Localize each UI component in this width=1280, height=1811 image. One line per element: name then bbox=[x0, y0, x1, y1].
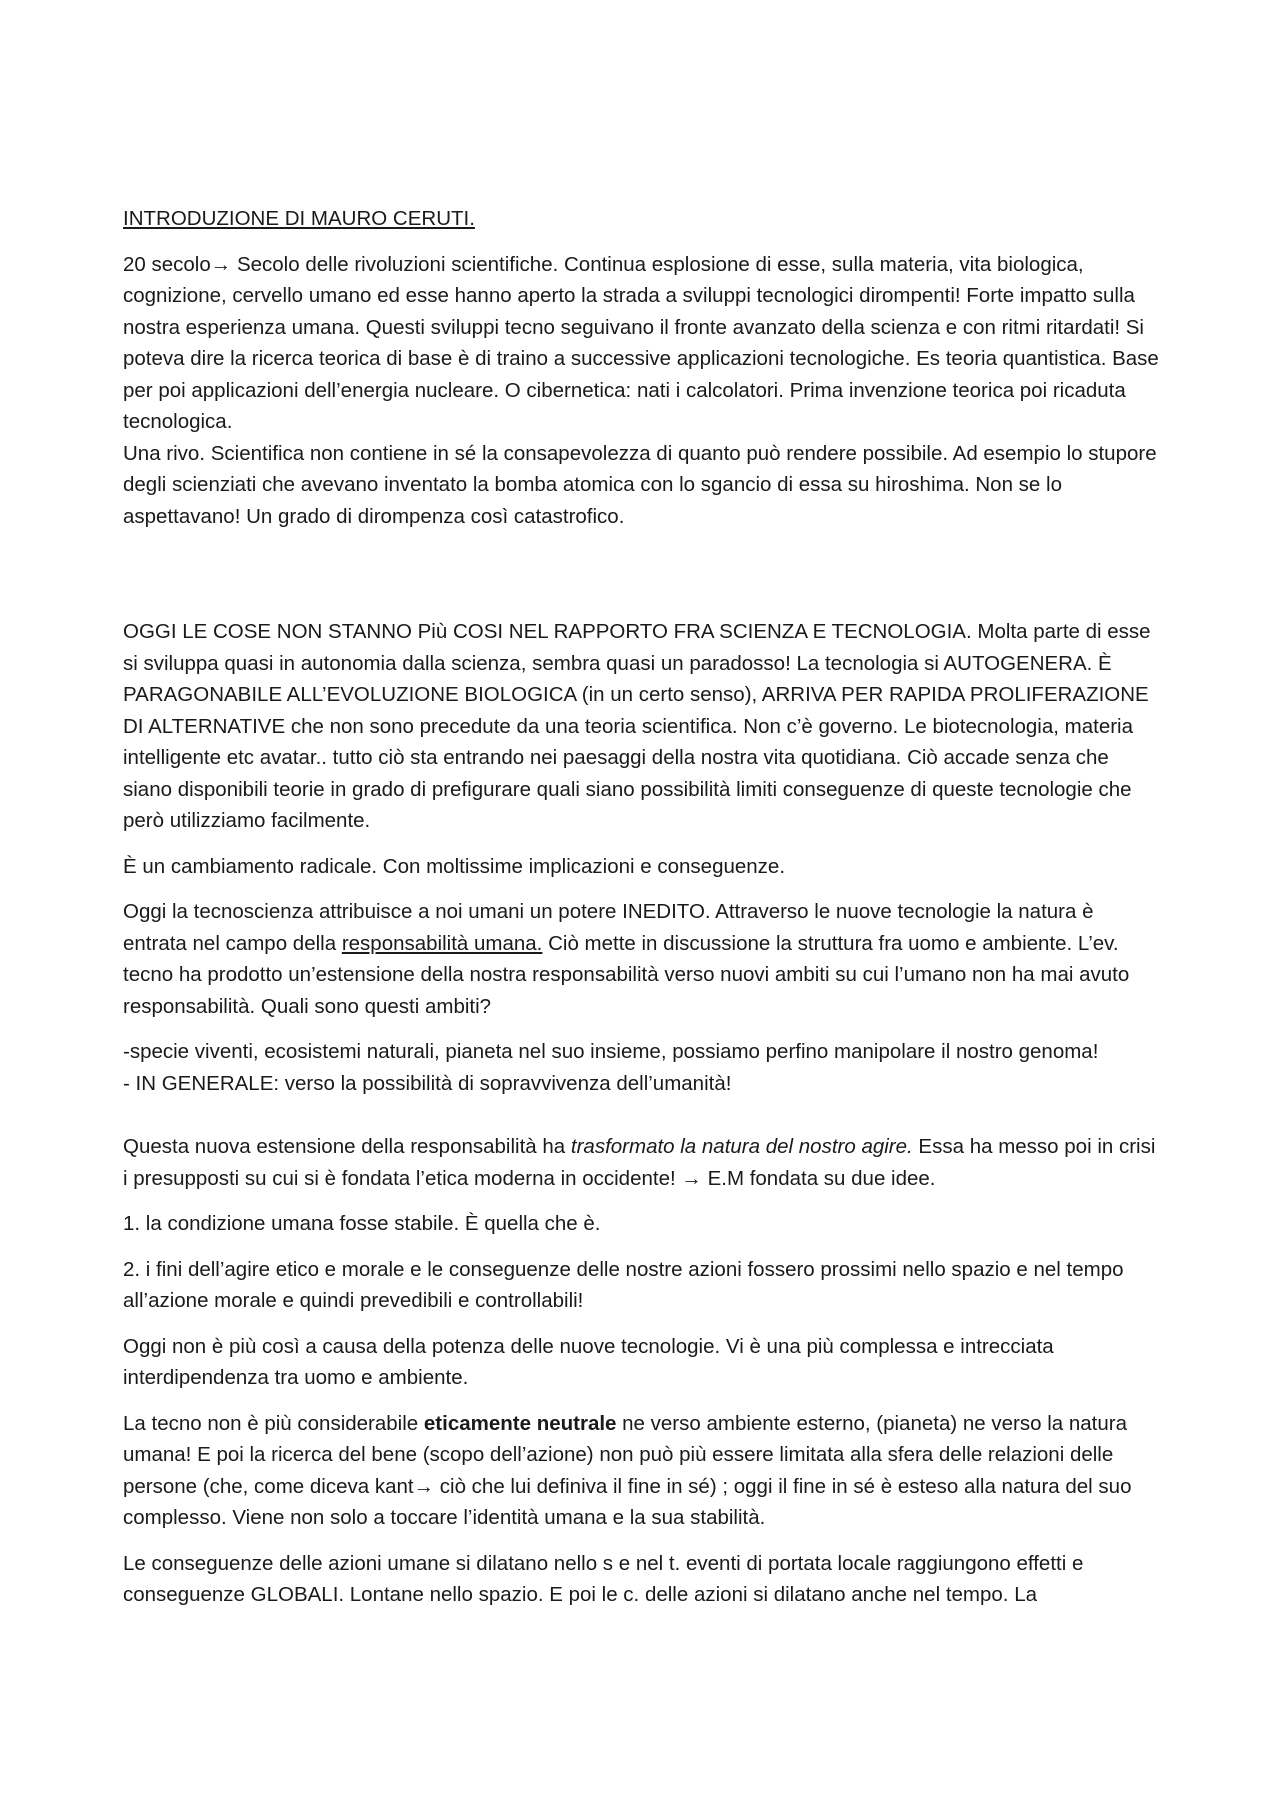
bold-phrase: eticamente neutrale bbox=[423, 1411, 617, 1435]
paragraph-intro-line2: Una rivo. Scientifica non contiene in sé la consapevolezza di quanto può rendere possibile. Ad esempio lo stupore degli scienziati che avevano inventato la bomba atomica con lo sgancio di essa su hiroshima. Non se lo aspettavano! Un grado di dirompenza così catastrofico. bbox=[123, 441, 1157, 528]
italic-phrase: trasformato la natura del nostro agire. bbox=[570, 1135, 913, 1158]
blank-space bbox=[123, 546, 1163, 616]
paragraph-consequences: Le conseguenze delle azioni umane si dilatano nello s e nel t. eventi di portata locale raggiungono effetti e conseguenze GLOBALI. Lontane nello spazio. E poi le c. delle azioni si dilatano anche nel tempo. La bbox=[123, 1551, 1084, 1606]
paragraph-intro bbox=[123, 249, 1163, 533]
numbered-item-2: 2. i fini dell’agire etico e morale e le conseguenze delle nostre azioni fossero prossimi nello spazio e nel tempo all’azione morale e quindi prevedibili e controllabili! bbox=[123, 1257, 1124, 1312]
page-title: INTRODUZIONE DI MAURO CERUTI. bbox=[123, 207, 475, 230]
document-body bbox=[123, 203, 1163, 1625]
underlined-phrase: responsabilità umana. bbox=[341, 931, 543, 955]
paragraph-ethics-after: ciò che lui definiva il fine in sé) ; oggi il fine in sé è esteso alla natura del suo complesso. Viene non solo a toccare l’identità umana e la sua stabilità. bbox=[123, 1474, 1132, 1529]
right-arrow-icon: → bbox=[210, 252, 232, 276]
paragraph-technoscience-after: Ciò mette in discussione la struttura fra uomo e ambiente. L’ev. tecno ha prodotto un’estensione della nostra responsabilità verso nuovi ambiti su cui l’umano non ha mai avuto responsabilità. Quali sono questi ambiti? bbox=[123, 931, 1130, 1018]
list-item: - IN GENERALE: verso la possibilità di sopravvivenza dell’umanità! bbox=[123, 1071, 732, 1095]
paragraph-intro-lead: 20 secolo bbox=[123, 252, 211, 276]
paragraph-ethics-before: La tecno non è più considerabile bbox=[123, 1411, 424, 1435]
paragraph-responsibility-before: Questa nuova estensione della responsabilità ha bbox=[123, 1135, 571, 1158]
paragraph-responsibility bbox=[123, 1131, 1163, 1194]
right-arrow-icon: → bbox=[681, 1166, 702, 1190]
paragraph-ambits-list bbox=[123, 1036, 1163, 1099]
paragraph-intro-text: Secolo delle rivoluzioni scientifiche. Continua esplosione di esse, sulla materia, vita biologica, cognizione, cervello umano ed esse hanno aperto la strada a sviluppi tecnologici dirompenti! Forte impatto sulla nostra esperienza umana. Questi sviluppi tecno seguivano il fronte avanzato della scienza e con ritmi ritardati! Si poteva dire la ricerca teorica di base è di traino a successive applicazioni tecnologiche. Es teoria quantistica. Base per poi applicazioni dell’energia nucleare. O cibernetica: nati i calcolatori. Prima invenzione teorica poi ricaduta tecnologica. bbox=[123, 252, 1159, 433]
paragraph-technoscience-before: Oggi la tecnoscienza attribuisce a noi umani un potere INEDITO. Attraverso le nuove tecnologie la natura è entrata nel campo della bbox=[123, 900, 1094, 955]
paragraph-ethics-middle: ne verso ambiente esterno, (pianeta) ne verso la natura umana! E poi la ricerca del bene (scopo dell’azione) non può più essere limitata alla sfera delle relazioni delle persone (che, come diceva kant bbox=[123, 1411, 1127, 1498]
paragraph-radical-change: È un cambiamento radicale. Con moltissime implicazioni e conseguenze. bbox=[123, 854, 786, 878]
paragraph-responsibility-after: E.M fondata su due idee. bbox=[701, 1166, 936, 1190]
paragraph-ethics bbox=[123, 1408, 1163, 1534]
list-item: -specie viventi, ecosistemi naturali, pianeta nel suo insieme, possiamo perfino manipolare il nostro genoma! bbox=[123, 1040, 1099, 1063]
paragraph-today: OGGI LE COSE NON STANNO Più COSI NEL RAPPORTO FRA SCIENZA E TECNOLOGIA. Molta parte di esse si sviluppa quasi in autonomia dalla scienza, sembra quasi un paradosso! La tecnologia si AUTOGENERA. È PARAGONABILE ALL’EVOLUZIONE BIOLOGICA (in un certo senso), ARRIVA PER RAPIDA PROLIFERAZIONE DI ALTERNATIVE che non sono precedute da una teoria scientifica. Non c’è governo. Le biotecnologia, materia intelligente etc avatar.. tutto ciò sta entrando nei paesaggi della nostra vita quotidiana. Ciò accade senza che siano disponibili teorie in grado di prefigurare quali siano possibilità limiti conseguenze di queste tecnologie che però utilizziamo facilmente. bbox=[123, 620, 1151, 832]
right-arrow-icon: → bbox=[413, 1474, 435, 1498]
paragraph-interdependence: Oggi non è più così a causa della potenza delle nuove tecnologie. Vi è una più complessa e intrecciata interdipendenza tra uomo e ambiente. bbox=[123, 1334, 1054, 1389]
paragraph-technoscience bbox=[123, 896, 1163, 1022]
numbered-item-1: 1. la condizione umana fosse stabile. È quella che è. bbox=[123, 1212, 601, 1235]
blank-space bbox=[123, 1113, 1163, 1131]
paragraph-responsibility-middle: Essa ha messo poi in crisi i presupposti su cui si è fondata l’etica moderna in occidente! bbox=[123, 1135, 1156, 1190]
